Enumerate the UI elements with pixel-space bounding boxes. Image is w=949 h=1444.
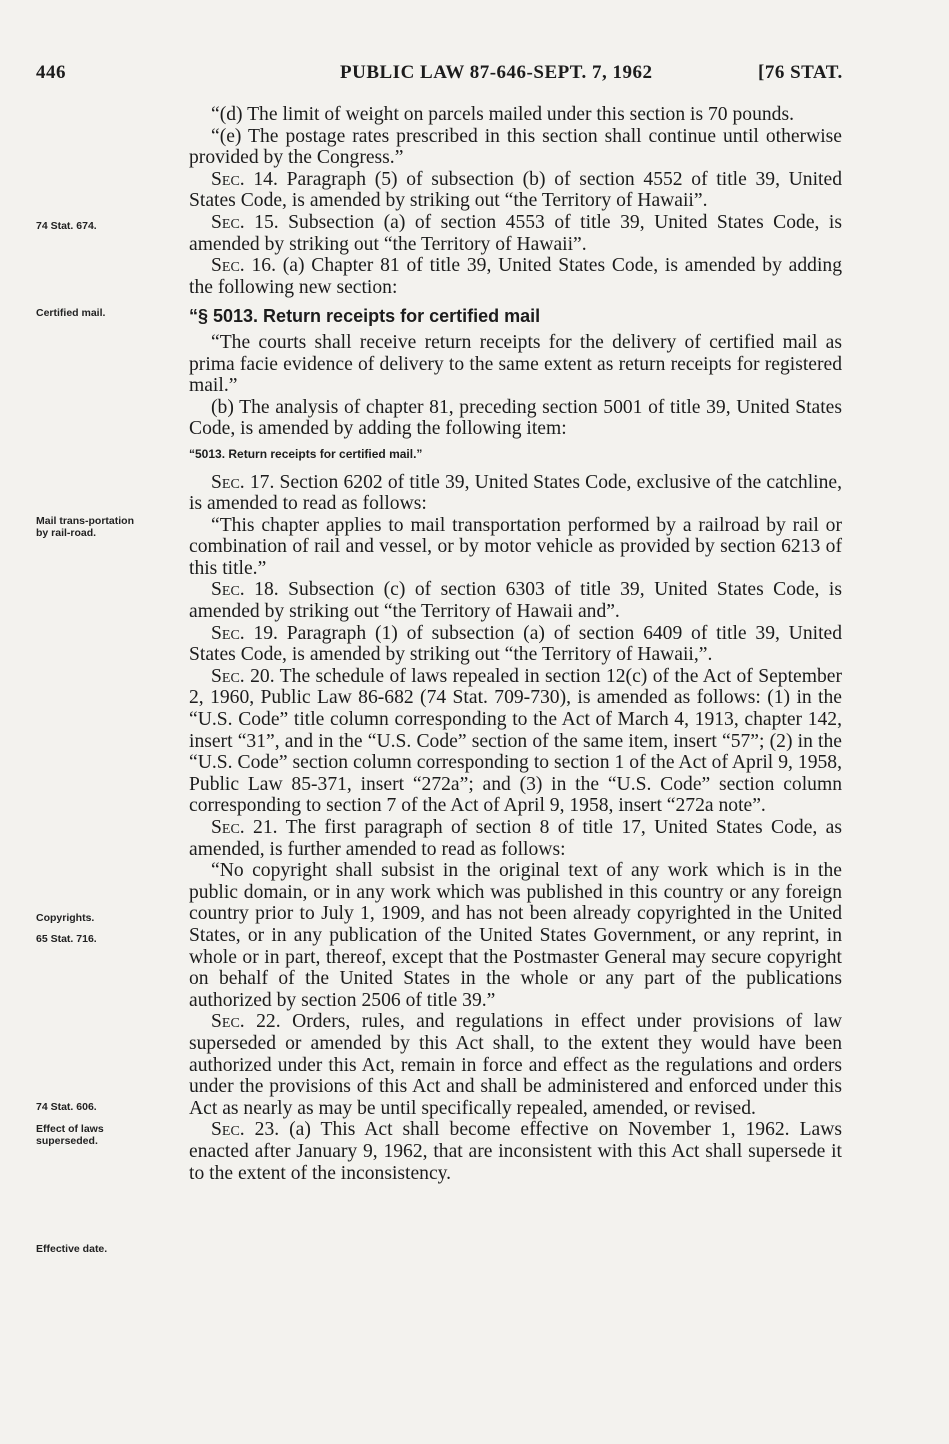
analysis-item-5013: “5013. Return receipts for certified mail.” xyxy=(189,446,423,461)
running-title: PUBLIC LAW 87-646-SEPT. 7, 1962 xyxy=(340,62,653,83)
section-label: Sec. 21. xyxy=(211,817,278,838)
section-text: (a) This Act shall become effective on November 1, 1962. Laws enacted after January 9, 1962, that are inconsistent with this Act shall supersede it to the extent of the inconsistency. xyxy=(189,1119,843,1184)
paragraph: “The courts shall receive return receipts for the delivery of certified mail as prima facie evidence of delivery to the same extent as return receipts for registered mail.” xyxy=(189,331,842,397)
section-18 xyxy=(189,579,842,622)
section-label: Sec. 18. xyxy=(211,579,279,601)
section-14 xyxy=(189,169,842,212)
section-text: Subsection (a) of section 4553 of title 39, United States Code, is amended by striking out “the Territory of Hawaii”. xyxy=(189,211,842,255)
margin-note-mail-transportation: Mail trans-portation by rail-road. xyxy=(36,515,135,539)
margin-note-74-stat-674: 74 Stat. 674. xyxy=(36,220,97,232)
paragraph: “(e) The postage rates prescribed in this section shall continue until otherwise provided by the Congress.” xyxy=(189,125,842,169)
paragraph: “This chapter applies to mail transportation performed by a railroad by rail or combination of rail and vessel, or by motor vehicle as provided by section 6213 of this title.” xyxy=(189,514,842,579)
section-text: (a) Chapter 81 of title 39, United States Code, is amended by adding the following new section: xyxy=(189,255,842,298)
paragraph: “(d) The limit of weight on parcels mailed under this section is 70 pounds. xyxy=(211,104,794,125)
statute-volume: [76 STAT. xyxy=(758,62,843,83)
section-23 xyxy=(189,1119,842,1184)
section-label: Sec. 19. xyxy=(211,622,278,644)
section-text: Paragraph (5) of subsection (b) of section 4552 of title 39, United States Code, is amended by striking out “the Territory of Hawaii”. xyxy=(189,168,842,212)
section-16 xyxy=(189,255,842,298)
section-22 xyxy=(189,1011,842,1119)
section-label: Sec. 14. xyxy=(211,168,278,190)
margin-note-74-stat-606: 74 Stat. 606. xyxy=(36,1101,97,1113)
margin-note-65-stat-716: 65 Stat. 716. xyxy=(36,933,97,945)
paragraph: (b) The analysis of chapter 81, preceding section 5001 of title 39, United States Code, is amended by adding the following item: xyxy=(189,396,842,440)
section-label: Sec. 16. xyxy=(211,255,276,277)
page-header xyxy=(0,62,949,90)
section-17 xyxy=(189,472,842,515)
section-label: Sec. 23. xyxy=(211,1119,280,1141)
section-label: Sec. 17. xyxy=(211,471,275,493)
margin-note-copyrights: Copyrights. xyxy=(36,912,95,924)
section-19 xyxy=(189,623,842,666)
body-text xyxy=(189,104,842,1184)
section-text: Section 6202 of title 39, United States Code, exclusive of the catchline, is amended to read as follows: xyxy=(189,471,842,515)
section-text: Orders, rules, and regulations in effect under provisions of law superseded or amended by this Act shall, to the extent they would have been authorized under this Act, remain in force and effect as the regulations and orders under the provisions of this Act and shall be administered and enforced under this Act as nearly as may be until specifically repealed, amended, or revised. xyxy=(189,1011,842,1119)
section-15 xyxy=(189,212,842,255)
section-text: The schedule of laws repealed in section 12(c) of the Act of September 2, 1960, Public Law 86-682 (74 Stat. 709-730), is amended as follows: (1) in the “U.S. Code” title column corresponding to the Act of March 4, 1913, chapter 142, insert “31”, and in the “U.S. Code” section of the same item, insert “57”; (2) in the “U.S. Code” section column corresponding to section 1 of the Act of April 9, 1958, Public Law 85-371, insert “272a”; and (3) in the “U.S. Code” section column corresponding to section 7 of the Act of April 9, 1958, insert “272a note”. xyxy=(189,665,842,817)
section-heading-5013: “§ 5013. Return receipts for certified mail xyxy=(189,306,541,327)
margin-note-certified-mail: Certified mail. xyxy=(36,307,106,319)
section-text: Subsection (c) of section 6303 of title 39, United States Code, is amended by striking out “the Territory of Hawaii and”. xyxy=(189,579,842,623)
margin-note-effect-of-laws: Effect of laws superseded. xyxy=(36,1123,104,1147)
section-21 xyxy=(189,817,842,860)
section-text: Paragraph (1) of subsection (a) of section 6409 of title 39, United States Code, is amended by striking out “the Territory of Hawaii,”. xyxy=(189,622,843,666)
page-number: 446 xyxy=(36,62,66,83)
section-label: Sec. 22. xyxy=(211,1011,281,1033)
section-text: The first paragraph of section 8 of title 17, United States Code, as amended, is further amended to read as follows: xyxy=(189,817,843,860)
margin-note-effective-date: Effective date. xyxy=(36,1243,108,1255)
section-label: Sec. 20. xyxy=(211,665,275,687)
section-label: Sec. 15. xyxy=(211,211,279,233)
section-20 xyxy=(189,666,842,817)
paragraph: “No copyright shall subsist in the original text of any work which is in the public domain, or in any work which was published in this country or any foreign country prior to July 1, 1909, and has not been already copyrighted in the United States, or in any publication of the United States Government, or any reprint, in whole or in part, thereof, except that the Postmaster General may secure copyright on behalf of the United States in the whole or any part of the publications authorized by section 2506 of title 39.” xyxy=(189,860,842,1011)
